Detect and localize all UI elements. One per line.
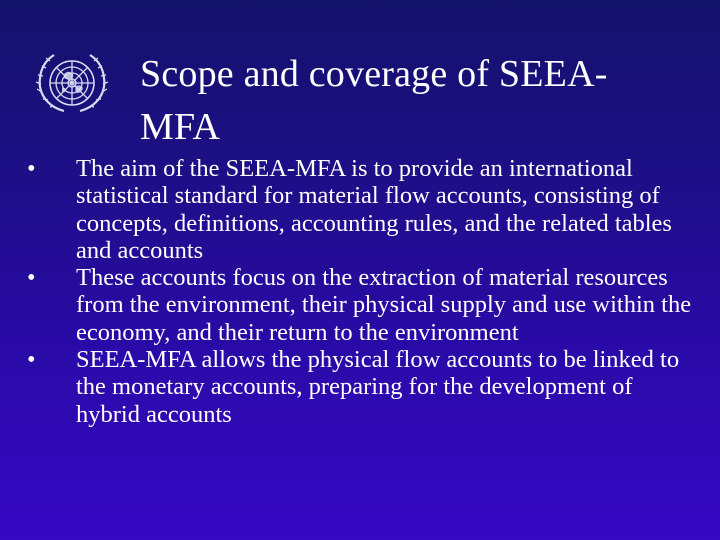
un-emblem-icon: [34, 50, 110, 116]
bullet-dot-icon: •: [27, 155, 36, 182]
bullet-text: These accounts focus on the extraction of material resources from the environment, their physical supply and use within the economy, and their return to the environment: [76, 264, 692, 346]
bullet-item: [24, 264, 700, 346]
bullet-item: [24, 346, 700, 428]
bullet-dot-icon: •: [27, 346, 36, 374]
bullet-item: [24, 155, 700, 264]
slide-title: Scope and coverage of SEEA-MFA: [140, 53, 608, 148]
bullet-list: [24, 155, 700, 428]
bullet-text: SEEA-MFA allows the physical flow accounts to be linked to the monetary accounts, preparing for the development of hybrid accounts: [76, 346, 680, 428]
bullet-text: The aim of the SEEA-MFA is to provide an international statistical standard for material flow accounts, consisting of concepts, definitions, accounting rules, and the related tables and accounts: [76, 155, 672, 264]
bullet-dot-icon: •: [27, 264, 36, 292]
